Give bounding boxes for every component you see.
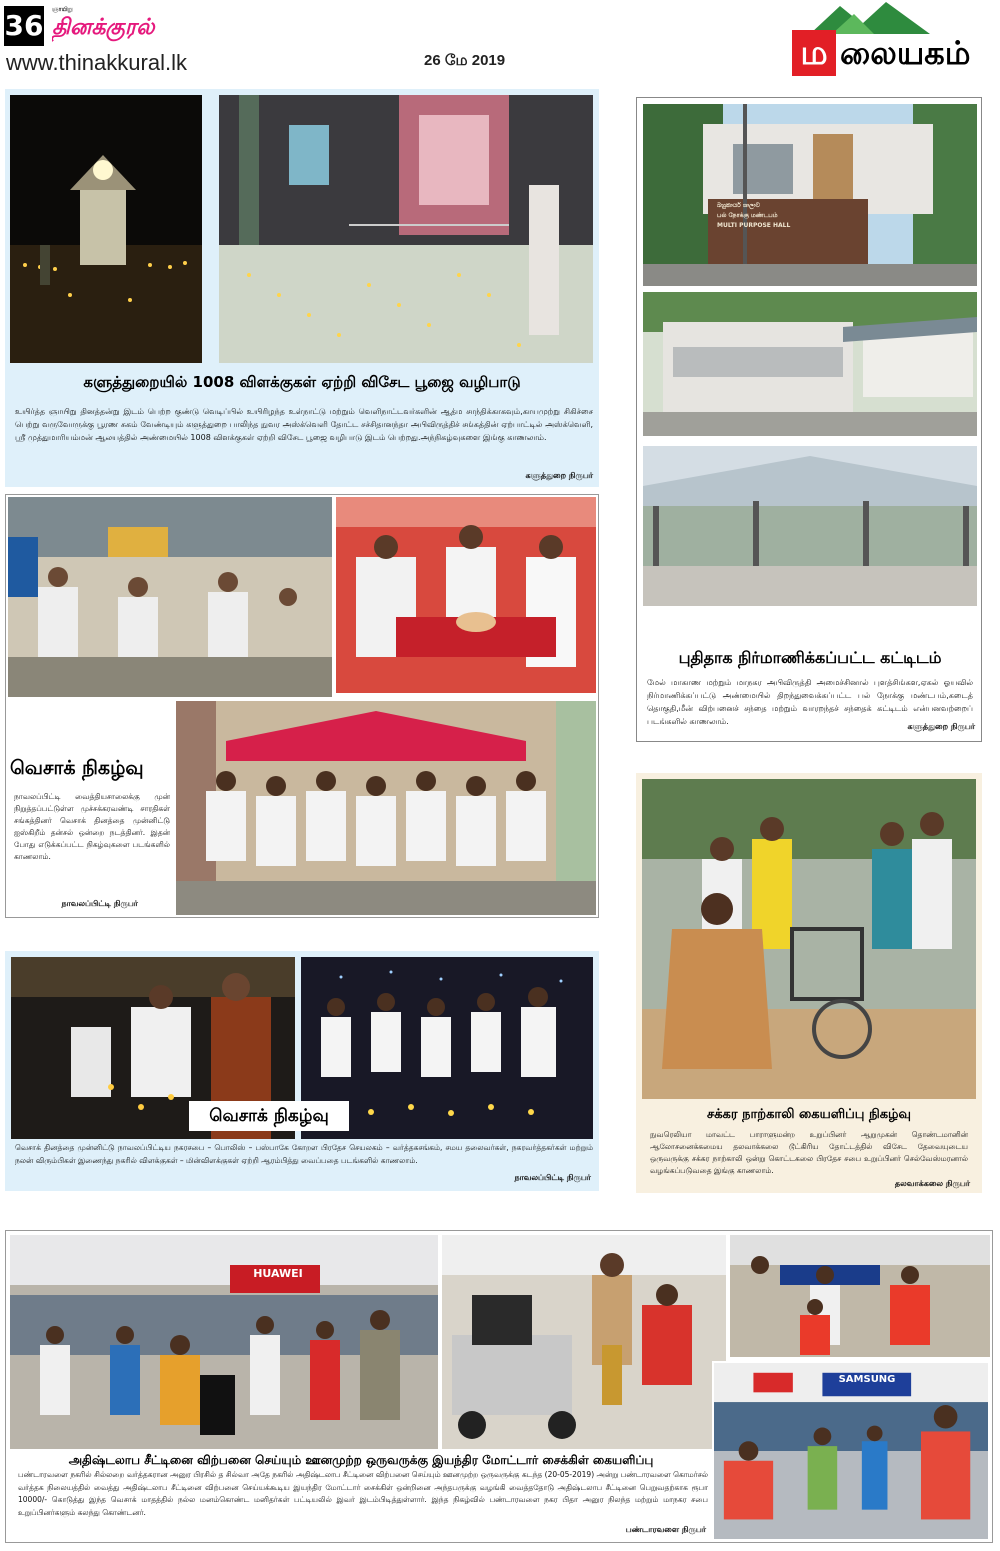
mobility-scooter-photo <box>442 1235 726 1449</box>
icecream-dansala-photo <box>336 497 596 693</box>
credit-new-building: களுத்துறை நிருபர் <box>907 722 975 731</box>
headline-vesak-1: வெசாக் நிகழ்வு <box>10 757 144 779</box>
credit-kaluthurai: களுத்துறை நிருபர் <box>525 471 593 480</box>
samsung-family-photo <box>712 1361 990 1541</box>
headline-kaluthurai: களுத்துறையில் 1008 விளக்குகள் ஏற்றி விசேட பூஜை வழிபாடு <box>83 373 521 391</box>
body-vesak-2: வெசாக் தினத்தை முன்னிட்டு நாவலப்பிட்டிய நகரசபை – பொலிஸ் – பஸ்பாகே கோறள பிரதேச செயலகம் – வர்த்தகசங்கம், சமய தலைவர்கள், நகரவர்த்தகர்கள் மற்றும் நலன் விரும்பிகள் இணைந்து நகரில் விளக்குகள் – மின்விளக்குகள் ஏற்றி ஆரம்பித்து வைப்பதை படங்களில் காணலாம். <box>15 1143 593 1165</box>
temple-night-photo <box>10 95 202 363</box>
headline-motor-cycle: அதிஷ்டலாப சீட்டினை விற்பனை செய்யும் ஊனமுற்ற ஒருவருக்கு இயந்திர மோட்டார் சைக்கிள் கையளிப்பு <box>68 1453 654 1467</box>
lottery-seller-handover-photo <box>730 1235 990 1357</box>
vesak-group-photo <box>176 701 596 915</box>
body-kaluthurai: உயிர்த்த ஞாயிறு தினத்தன்று இடம் பெற்ற குண்டு வெடிப்பில் உயிரிழந்த உள்நாட்டு மற்றும் வெளிநாட்டவர்களின் ஆத்ம சாந்திக்காகவும்,காயமுற்று சிகிச்சை பெற்று வருவோருக்கு பூரண சுகம் வேண்டியும் களுத்துறை பாலிந்த நுவர அஸ்க்வெளி தோட்ட சச்சிதானந்தா அபிவிருத்திச் சங்கத்தின் ஏற்பாட்டில் அஸ்க்வெளி, ஸ்ரீ முத்துமாரியம்மன் ஆலயத்தில் அண்மையில் 1008 விளக்குகள் ஏற்றி விசேட பூஜை வழிபாடு இடம் பெற்றது.அந்நிகழ்வுகளை இங்கு காணலாம். <box>15 407 593 442</box>
shop-complex-photo <box>643 292 977 436</box>
masthead-title: தினக்குரல் <box>52 15 155 40</box>
article-new-building <box>636 97 982 742</box>
headline-wheelchair: சக்கர நாற்காலி கையளிப்பு நிகழ்வு <box>707 1107 911 1122</box>
body-new-building: மேல் மாகாண மற்றும் மாநகர அபிவிருத்தி அமைச்சினால் புளத்சிங்கள,ஏகல் ஓயவில் நிர்மாணிக்கப்பட்டு அண்மையில் திறந்துவைக்கப்பட்ட பல் நோக்கு மண்டபம்,கடைத் தொகுதி,மீன் விற்பனைச் சந்தை மற்றும் வாரறந்தச் சந்தைக் கட்டிடம் என்பனவற்றைப் படங்களில் காணலாம். <box>647 678 973 726</box>
page-header <box>0 0 1000 80</box>
huawei-shop-group-photo <box>10 1235 438 1449</box>
hall-sign-line3: MULTI PURPOSE HALL <box>717 222 791 229</box>
samsung-banner: SAMSUNG <box>838 1374 896 1385</box>
article-kaluthurai-pooja <box>5 89 599 487</box>
huawei-sign: HUAWEI <box>253 1267 303 1280</box>
section-title: லையகம் <box>840 34 971 72</box>
credit-vesak-1: நாவலப்பிட்டி நிருபர் <box>61 899 138 908</box>
market-shed-photo <box>643 446 977 606</box>
credit-vesak-2: நாவலப்பிட்டி நிருபர் <box>514 1173 591 1182</box>
section-title-initial: ம <box>792 30 836 76</box>
body-wheelchair: நுவரெலியா மாவட்ட பாராளுமன்ற உறுப்பினர் ஆறுமுகன் தொண்டமானின் ஆலோசனைக்கமைய தலவாக்கலை டூட்கிரிய தோட்டத்தில் விசேட தேவையுடைய ஒருவருக்கு சக்கர நாற்காலி ஒன்று கொட்டகலை பிரதேச சபை உறுப்பினர் செல்வேஸ்மரனால் வழங்கப்படுவதை இங்கு காணலாம். <box>650 1130 968 1175</box>
hall-sign-line1: බහුකාර්ය ශාලාව <box>717 202 761 209</box>
website-url[interactable]: www.thinakkural.lk <box>6 50 187 75</box>
tuk-tuk-drivers-photo <box>8 497 332 697</box>
page-number: 36 <box>4 9 44 42</box>
article-wheelchair <box>636 773 982 1193</box>
credit-motor-cycle: பண்டாரவளை நிருபர் <box>625 1525 706 1534</box>
article-vesak-2 <box>5 951 599 1191</box>
masthead-small-label: ஞாயிறு <box>52 6 73 13</box>
temple-lamps-photo <box>219 95 593 363</box>
headline-vesak-2: வெசாக் நிகழ்வு <box>189 1101 349 1131</box>
mountain-logo-icon <box>810 0 930 34</box>
credit-wheelchair: தலவாக்கலை நிருபர் <box>894 1179 970 1188</box>
wheelchair-handover-photo <box>642 779 976 1099</box>
article-motor-cycle <box>5 1230 993 1543</box>
headline-new-building: புதிதாக நிர்மாணிக்கப்பட்ட கட்டிடம் <box>678 648 942 667</box>
body-motor-cycle: பண்டாரவளை நகரில் சில்லறை வர்த்தகரான அனுர பிரசில் த சில்வா அதே நகரில் அதிஷ்டலாப சீட்டினை விற்பனை செய்யும் ஊனமுற்ற ஒருவருக்கு கடந்த (20-05-2019) அன்று பண்டாரவளை கொமர்சல் வர்த்தக நிலையத்தில் வைத்து அதிஷ்டலாப சீட்டினை விற்பனை செய்யக்கூடிய இயந்திர மோட்டார் சைக்கிள் ஒன்றினை அந்தபருக்கு வழங்கி வைத்ததோடு அதிஷ்டலாப சீட்டினை பெறுவதற்காக ரூபா 10000/- கொடுத்து இந்த வெசாக் மாதத்தில் நல்ல மனம்கொண்ட மனிதர்கள் பட்டியலில் இவர் இடம்பிடித்துள்ளார். இந்த நிகழ்வில் பண்டாரவளை நகர பிதா அனுர நிலந்த மற்றும் மாநகர சபை உறுப்பினர்களும் கலந்து கொண்டனர். <box>18 1470 708 1517</box>
hall-sign-line2: பல் நோக்கு மண்டபம் <box>717 212 778 219</box>
multipurpose-hall-photo <box>643 104 977 286</box>
article-vesak-1 <box>5 494 599 918</box>
issue-date: 26 மே 2019 <box>424 52 506 69</box>
body-vesak-1: நாவலப்பிட்டி வைத்தியசாலைக்கு முன் நிறுத்தப்பட்டுள்ள முச்சக்கரவண்டி சாரதிகள் சங்கத்தினர் வெசாக் தினத்தை முன்னிட்டு ஐஸ்கிறீம் தன்சல் ஒன்றை நடத்தினர். இதன் போது எடுக்கப்பட்ட நிகழ்வுகளை படங்களில் காணலாம். <box>14 792 170 861</box>
